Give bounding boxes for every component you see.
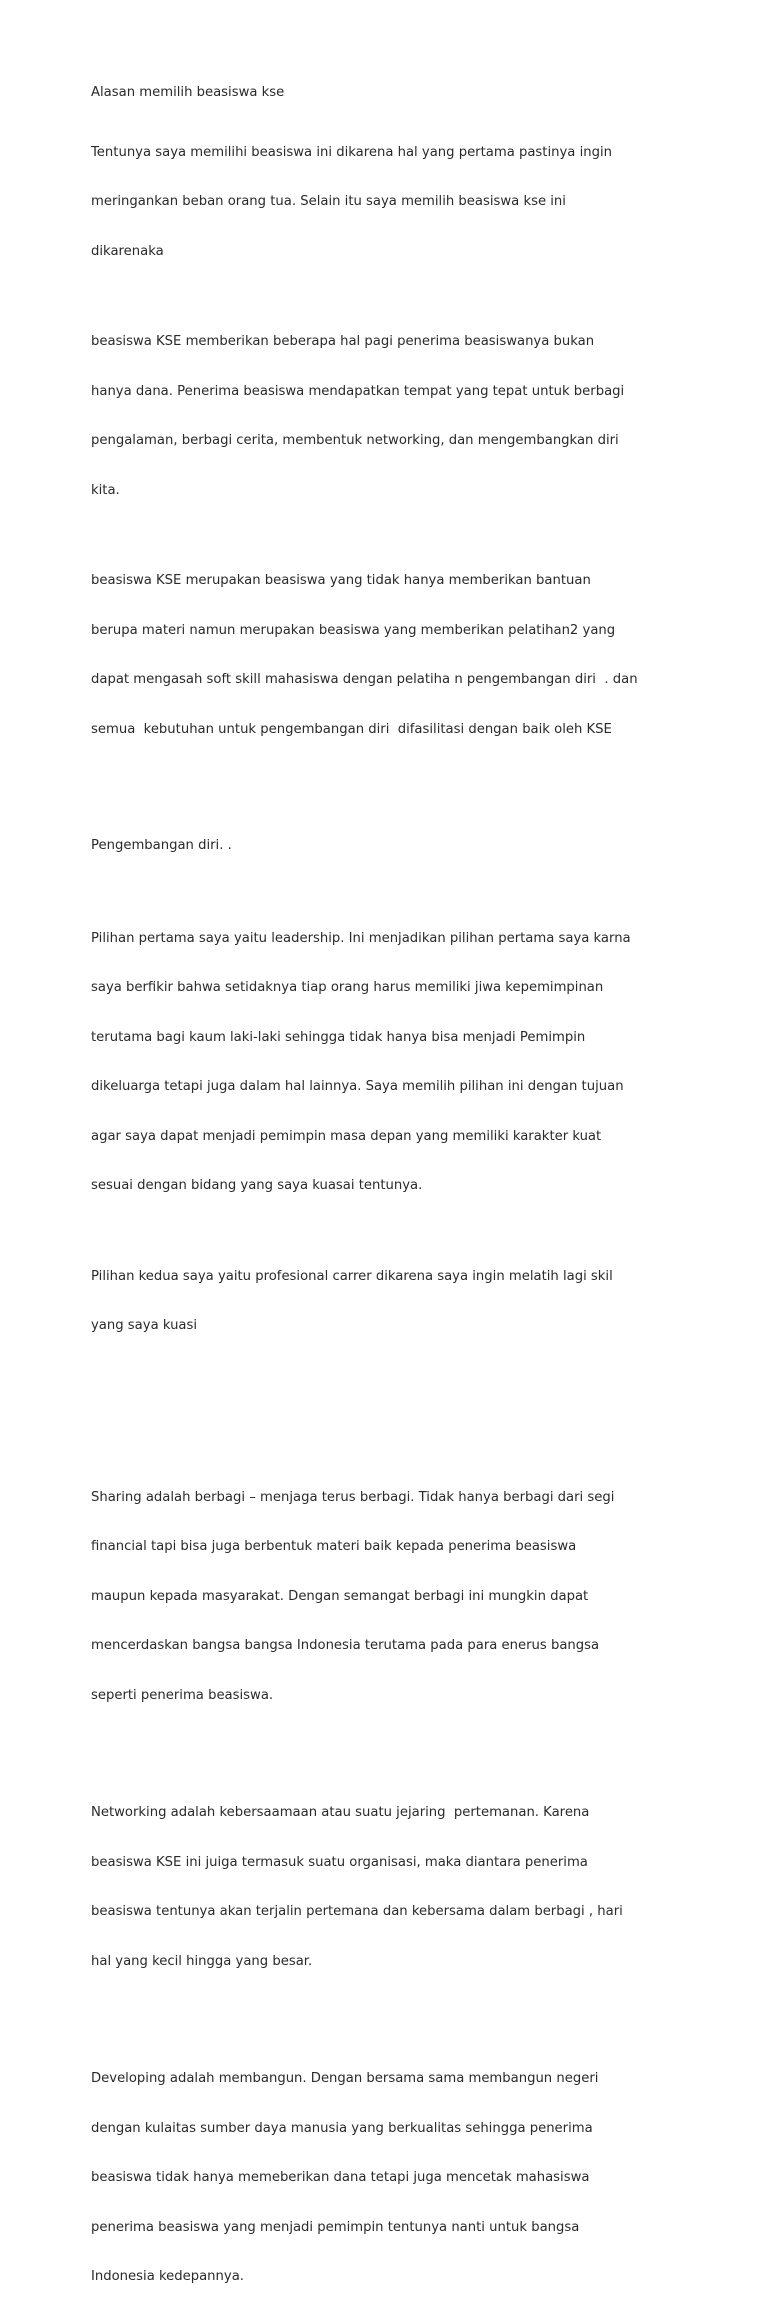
text-line: beasiswa KSE ini juiga termasuk suatu organisasi, maka diantara penerima [91, 1854, 588, 1870]
text-line: beasiswa KSE memberikan beberapa hal pagi penerima beasiswanya bukan [91, 334, 595, 349]
text-line: Pengembangan diri. . [91, 838, 232, 853]
text-line: agar saya dapat menjadi pemimpin masa depan yang memiliki karakter kuat [91, 1128, 602, 1144]
text-line: dikeluarga tetapi juga dalam hal lainnya. Saya memilih pilihan ini dengan tujuan [91, 1079, 624, 1094]
text-line: Indonesia kedepannya. [91, 2269, 244, 2284]
document-body [91, 85, 691, 2319]
text-line: dapat mengasah soft skill mahasiswa dengan pelatiha n pengembangan diri . dan [91, 672, 638, 687]
text-line: seperti penerima beasiswa. [91, 1687, 274, 1703]
text-line: Networking adalah kebersaamaan atau suatu jejaring pertemanan. Karena [91, 1805, 590, 1820]
paragraph-networking [91, 1772, 691, 2003]
text-line: maupun kepada masyarakat. Dengan semangat berbagi ini mungkin dapat [91, 1588, 589, 1604]
text-line: beasiswa tidak hanya memeberikan dana tetapi juga mencetak mahasiswa [91, 2170, 590, 2185]
text-line: kita. [91, 482, 120, 498]
text-line: pengalaman, berbagi cerita, membentuk networking, dan mengembangkan diri [91, 433, 619, 448]
text-line: sesuai dengan bidang yang saya kuasai tentunya. [91, 1178, 423, 1193]
paragraph-leadership [91, 898, 691, 1228]
paragraph-training [91, 540, 691, 771]
text-line: dengan kulaitas sumber daya manusia yang berkualitas sehingga penerima [91, 2120, 593, 2136]
text-line: financial tapi bisa juga berbentuk materi baik kepada penerima beasiswa [91, 1539, 577, 1554]
document-title: Alasan memilih beasiswa kse [91, 85, 285, 100]
text-line: saya berfikir bahwa setidaknya tiap orang harus memiliki jiwa kepemimpinan [91, 980, 604, 995]
paragraph-developing [91, 2038, 691, 2319]
text-line: Pilihan pertama saya yaitu leadership. Ini menjadikan pilihan pertama saya karna [91, 930, 631, 946]
section-heading-self-development [91, 805, 691, 888]
text-line: Tentunya saya memilihi beasiswa ini dikarena hal yang pertama pastinya ingin [91, 144, 612, 160]
paragraph-reasons [91, 112, 691, 294]
paragraph-professional-career [91, 1236, 691, 1368]
text-line: hanya dana. Penerima beasiswa mendapatkan tempat yang tepat untuk berbagi [91, 383, 625, 399]
paragraph-sharing [91, 1457, 691, 1738]
text-line: Pilihan kedua saya yaitu profesional carrer dikarena saya ingin melatih lagi skil [91, 1268, 613, 1284]
text-line: beasiswa KSE merupakan beasiswa yang tidak hanya memberikan bantuan [91, 573, 591, 588]
text-line: hal yang kecil hingga yang besar. [91, 1953, 313, 1969]
text-line: Sharing adalah berbagi – menjaga terus berbagi. Tidak hanya berbagi dari segi [91, 1489, 615, 1505]
text-line: yang saya kuasi [91, 1318, 198, 1333]
text-line: beasiswa tentunya akan terjalin pertemana dan kebersama dalam berbagi , hari [91, 1904, 623, 1919]
text-line: berupa materi namun merupakan beasiswa yang memberikan pelatihan2 yang [91, 622, 616, 638]
text-line: dikarenaka [91, 243, 164, 259]
text-line: mencerdaskan bangsa bangsa Indonesia terutama pada para enerus bangsa [91, 1638, 600, 1653]
text-line: Developing adalah membangun. Dengan bersama sama membangun negeri [91, 2071, 599, 2086]
text-line: semua kebutuhan untuk pengembangan diri difasilitasi dengan baik oleh KSE [91, 721, 612, 737]
paragraph-benefits [91, 301, 691, 532]
text-line: meringankan beban orang tua. Selain itu saya memilih beasiswa kse ini [91, 194, 566, 209]
text-line: penerima beasiswa yang menjadi pemimpin tentunya nanti untuk bangsa [91, 2219, 580, 2235]
text-line: terutama bagi kaum laki-laki sehingga tidak hanya bisa menjadi Pemimpin [91, 1029, 586, 1045]
